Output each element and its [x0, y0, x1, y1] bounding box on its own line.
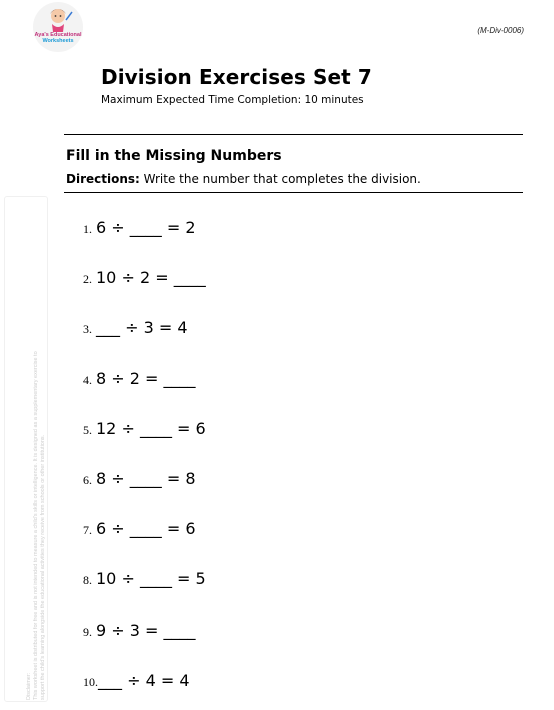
disclaimer — [26, 200, 47, 700]
logo — [30, 2, 86, 54]
problem-equation[interactable]: 10 ÷ ____ = 5 — [96, 569, 206, 588]
logo-line-2: Worksheets — [42, 38, 74, 44]
problem-item — [83, 519, 196, 539]
problem-number: 1. — [83, 222, 92, 236]
problem-number: 2. — [83, 272, 92, 286]
problem-equation[interactable]: 12 ÷ ____ = 6 — [96, 419, 206, 438]
girl-mascot-icon — [33, 2, 83, 32]
problem-equation[interactable]: 8 ÷ ____ = 8 — [96, 469, 196, 488]
problem-equation[interactable]: ___ ÷ 4 = 4 — [98, 671, 190, 690]
top-divider — [64, 134, 523, 135]
problem-equation[interactable]: 6 ÷ ____ = 2 — [96, 218, 196, 237]
logo-text — [30, 32, 86, 44]
section-divider — [64, 192, 523, 193]
problem-item — [83, 419, 206, 439]
problem-item — [83, 318, 188, 338]
problem-number: 7. — [83, 523, 92, 537]
disclaimer-line-1: This worksheet is distributed for free and is not intended to measure a child's skills or intelligence. It is designed as a supplementary exercise to — [33, 351, 39, 700]
problem-item — [83, 569, 206, 589]
problem-item — [83, 218, 196, 238]
problem-number: 4. — [83, 373, 92, 387]
problem-equation[interactable]: ___ ÷ 3 = 4 — [96, 318, 188, 337]
problem-equation[interactable]: 8 ÷ 2 = ____ — [96, 369, 196, 388]
page-subtitle: Maximum Expected Time Completion: 10 minutes — [101, 94, 364, 106]
problem-equation[interactable]: 6 ÷ ____ = 6 — [96, 519, 196, 538]
directions-label: Directions: — [66, 172, 140, 186]
problem-number: 3. — [83, 322, 92, 336]
problem-number: 5. — [83, 423, 92, 437]
problem-item — [83, 621, 196, 641]
logo-line-1: Aya's Educational — [34, 32, 82, 38]
section-title: Fill in the Missing Numbers — [66, 148, 282, 164]
page-title: Division Exercises Set 7 — [101, 65, 372, 89]
logo-badge — [33, 2, 83, 52]
problem-item — [83, 671, 190, 691]
disclaimer-heading: Disclaimer: — [26, 672, 32, 700]
problem-equation[interactable]: 9 ÷ 3 = ____ — [96, 621, 196, 640]
problem-item — [83, 469, 196, 489]
problem-number: 6. — [83, 473, 92, 487]
directions — [66, 172, 421, 186]
problem-number: 9. — [83, 625, 92, 639]
problem-item — [83, 268, 206, 288]
problem-item — [83, 369, 196, 389]
problem-number: 10. — [83, 675, 98, 689]
problem-equation[interactable]: 10 ÷ 2 = ____ — [96, 268, 206, 287]
worksheet-code: (M-Div-0006) — [477, 26, 524, 35]
directions-text: Write the number that completes the division. — [143, 172, 421, 186]
problem-number: 8. — [83, 573, 92, 587]
disclaimer-line-2: support the child's learning alongside the educational activities they receive from schools or other institutions. — [40, 434, 46, 700]
